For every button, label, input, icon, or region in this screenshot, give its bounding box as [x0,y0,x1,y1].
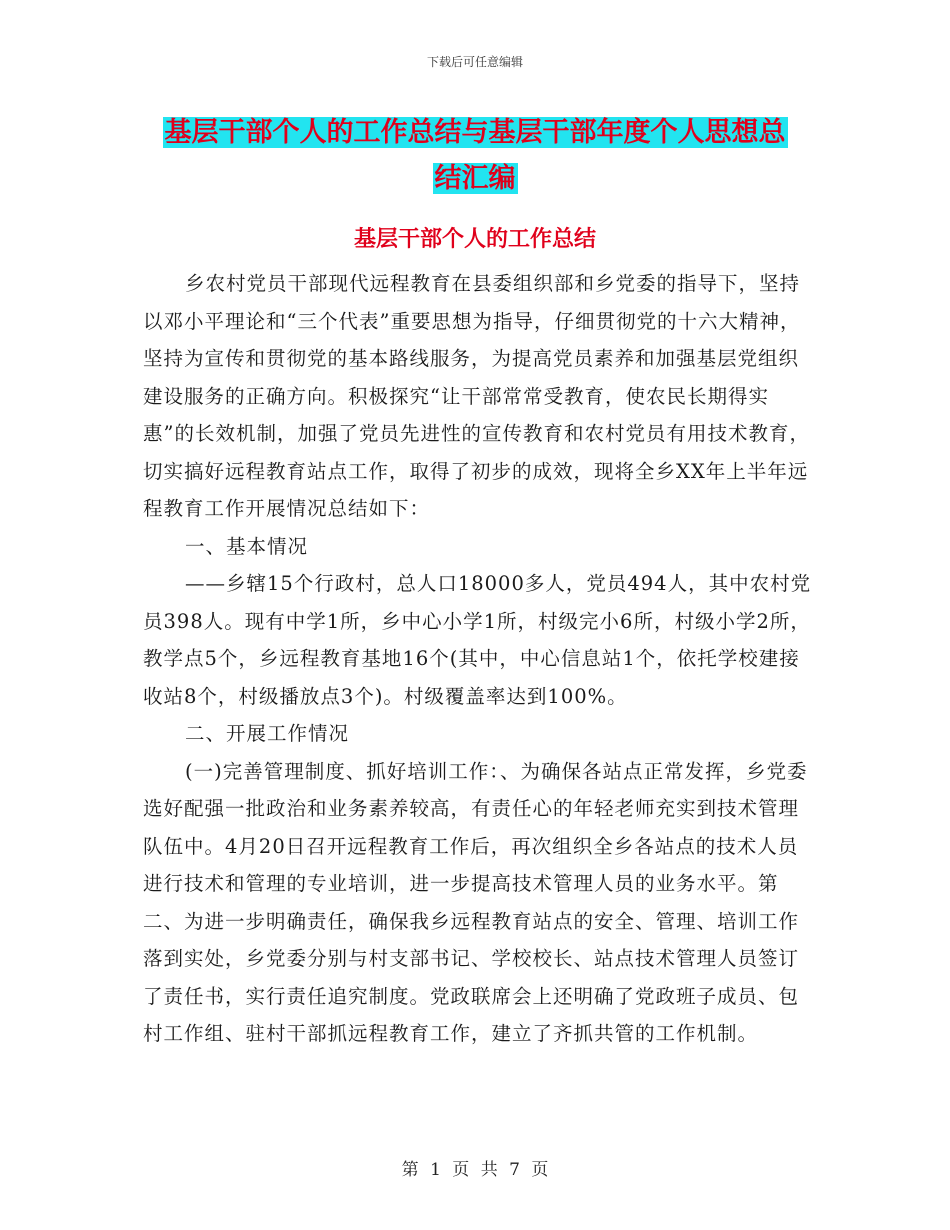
paragraph-management-training: (一)完善管理制度、抓好培训工作：、为确保各站点正常发挥，乡党委选好配强一批政治和业务素养较高，有责任心的年轻老师充实到技术管理队伍中。4月20日召开远程教育工作后，再次组织全乡各站点的技术人员进行技术和管理的专业培训，进一步提高技术管理人员的业务水平。第二、为进一步明确责任，确保我乡远程教育站点的安全、管理、培训工作落到实处，乡党委分别与村支部书记、学校校长、站点技术管理人员签订了责任书，实行责任追究制度。党政联席会上还明确了党政班子成员、包村工作组、驻村干部抓远程教育工作，建立了齐抓共管的工作机制。 [143,759,808,1045]
heading-work-progress: 二、开展工作情况 [185,722,350,745]
heading-basic-situation: 一、基本情况 [185,534,309,558]
paragraph-basic-situation: ——乡辖15个行政村，总人口18000多人，党员494人，其中农村党员398人。现有中学1所，乡中心小学1所，村级完小6所，村级小学2所，教学点5个，乡远程教育基地16个(其中，中心信息站1个，依托学校建接收站8个，村级播放点3个)。村级覆盖率达到100%。 [143,572,812,708]
document-title [0,110,950,202]
document-body [143,265,813,1053]
page-number: 第 1 页 共 7 页 [401,1160,549,1180]
header-note: 下载后可任意编辑 [426,55,523,69]
section-title: 基层干部个人的工作总结 [353,226,596,252]
document-title-line-1: 基层干部个人的工作总结与基层干部年度个人思想总 [164,117,786,148]
paragraph-intro: 乡农村党员干部现代远程教育在县委组织部和乡党委的指导下，坚持以邓小平理论和“三个代表”重要思想为指导，仔细贯彻党的十六大精神，坚持为宣传和贯彻党的基本路线服务，为提高党员素养和加强基层党组织建设服务的正确方向。积极探究“让干部常常受教育，使农民长期得实惠”的长效机制，加强了党员先进性的宣传教育和农村党员有用技术教育，切实搞好远程教育站点工作，取得了初步的成效，现将全乡XX年上半年远程教育工作开展情况总结如下： [143,272,810,520]
document-title-line-2: 结汇编 [434,163,516,194]
